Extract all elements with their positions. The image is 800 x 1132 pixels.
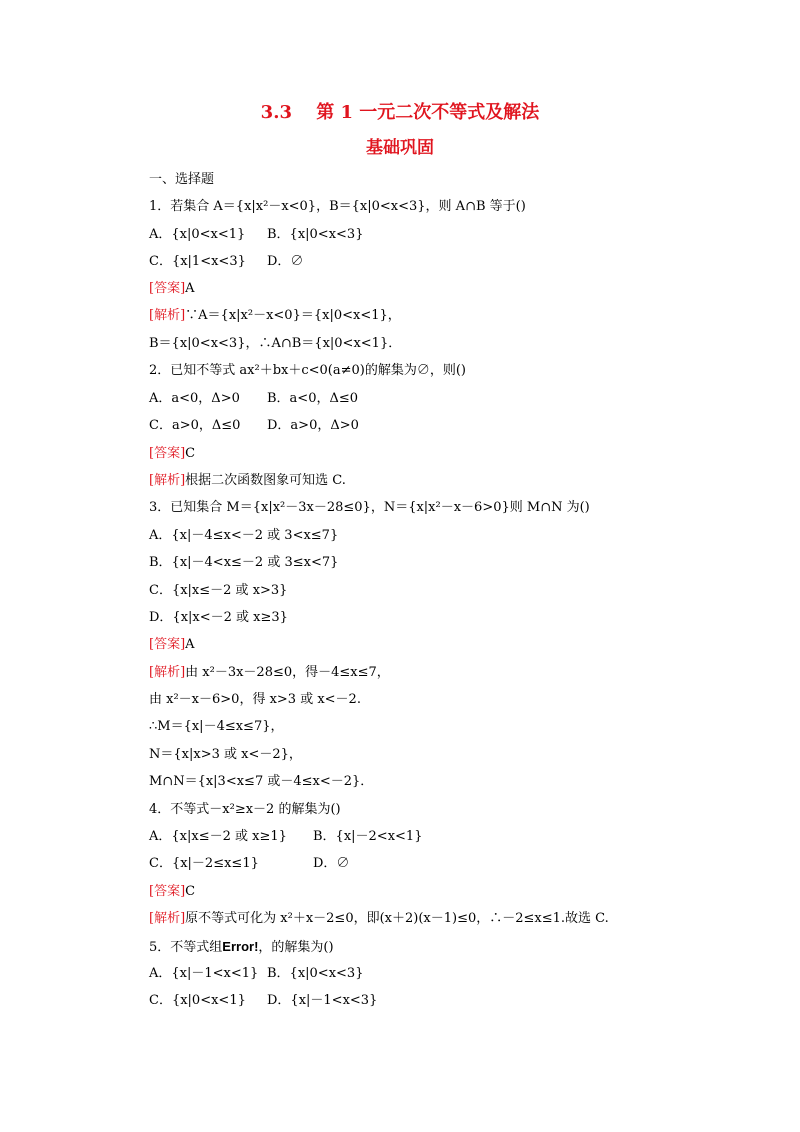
q1-option-b: B．{x|0<x<3} <box>267 227 364 242</box>
q5-option-a: A．{x|－1<x<1} <box>149 966 259 981</box>
question-1: 1．若集合 A＝{x|x²－x<0}，B＝{x|0<x<3}，则 A∩B 等于() <box>149 199 526 214</box>
q4-analysis: [解析]原不等式可化为 x²＋x－2≤0，即(x＋2)(x－1)≤0，∴－2≤x≤1.故选 C. <box>149 911 609 926</box>
q2-option-b: B．a<0，Δ≤0 <box>267 391 359 406</box>
question-3: 3．已知集合 M＝{x|x²－3x－28≤0}，N＝{x|x²－x－6>0}则 M∩N 为() <box>149 500 590 515</box>
q2-answer: [答案]C <box>149 446 196 461</box>
q3-analysis-line4: N＝{x|x>3 或 x<－2}， <box>149 747 302 762</box>
q1-option-d: D．∅ <box>267 254 304 269</box>
q3-analysis-line3: ∴M＝{x|－4≤x≤7}， <box>149 719 284 734</box>
q5-option-d: D．{x|－1<x<3} <box>267 993 378 1008</box>
q1-option-a: A．{x|0<x<1} <box>149 227 246 242</box>
q2-option-c: C．a>0，Δ≤0 <box>149 418 241 433</box>
q3-option-a: A．{x|－4≤x<－2 或 3<x≤7} <box>149 528 339 543</box>
q4-option-d: D．∅ <box>313 856 350 871</box>
q3-answer: [答案]A <box>149 637 195 652</box>
error-field: Error! <box>222 939 259 954</box>
page-title: 3.3 第 1 一元二次不等式及解法 <box>260 102 540 123</box>
q3-analysis: [解析]由 x²－3x－28≤0，得－4≤x≤7， <box>149 665 390 680</box>
q3-option-d: D．{x|x<－2 或 x≥3} <box>149 610 288 625</box>
q5-option-c: C．{x|0<x<1} <box>149 993 246 1008</box>
q4-option-b: B．{x|－2<x<1} <box>313 829 423 844</box>
q2-option-a: A．a<0，Δ>0 <box>149 391 240 406</box>
q4-answer: [答案]C <box>149 884 196 899</box>
q3-option-c: C．{x|x≤－2 或 x>3} <box>149 583 288 598</box>
q1-option-c: C．{x|1<x<3} <box>149 254 246 269</box>
q4-option-c: C．{x|－2≤x≤1} <box>149 856 259 871</box>
q2-option-d: D．a>0，Δ>0 <box>267 418 359 433</box>
question-4: 4．不等式－x²≥x－2 的解集为() <box>149 802 341 817</box>
q4-option-a: A．{x|x≤－2 或 x≥1} <box>149 829 287 844</box>
q1-answer: [答案]A <box>149 281 195 296</box>
q5-option-b: B．{x|0<x<3} <box>267 966 364 981</box>
q1-analysis: [解析]∵A＝{x|x²－x<0}＝{x|0<x<1}， <box>149 308 401 323</box>
q3-analysis-line2: 由 x²－x－6>0，得 x>3 或 x<－2. <box>149 692 361 707</box>
section-heading: 一、选择题 <box>149 172 215 187</box>
question-2: 2．已知不等式 ax²＋bx＋c<0(a≠0)的解集为∅，则() <box>149 363 466 378</box>
q1-analysis-cont: B＝{x|0<x<3}，∴A∩B＝{x|0<x<1}． <box>149 336 402 351</box>
q3-option-b: B．{x|－4<x≤－2 或 3≤x<7} <box>149 555 339 570</box>
q2-analysis: [解析]根据二次函数图象可知选 C. <box>149 473 346 488</box>
section-subtitle: 基础巩固 <box>366 138 434 158</box>
q3-analysis-line5: M∩N＝{x|3<x≤7 或－4≤x<－2}． <box>149 774 374 789</box>
question-5: 5．不等式组Error!，的解集为() <box>149 939 334 955</box>
